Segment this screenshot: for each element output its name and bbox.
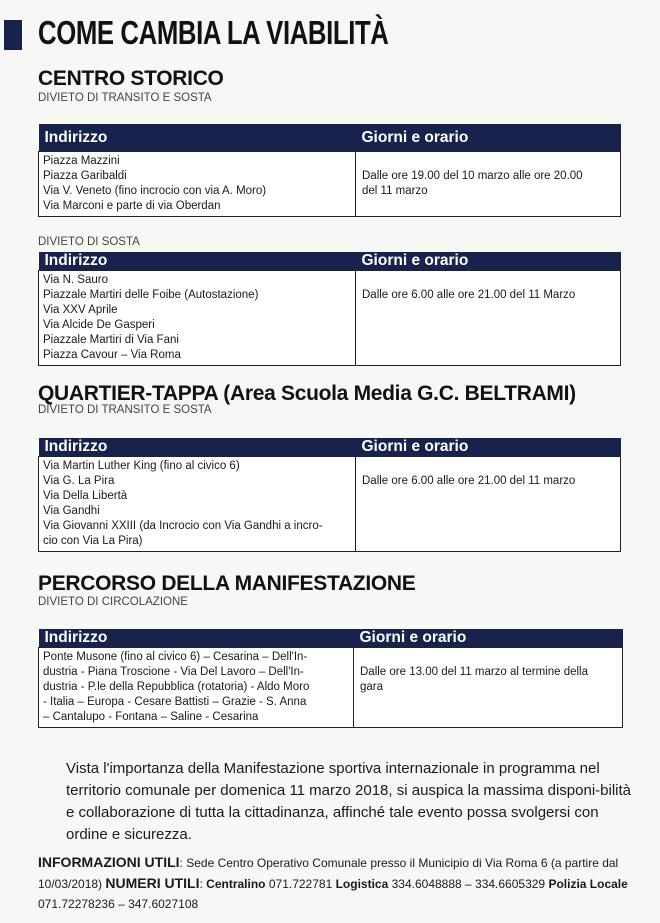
address-line: Via XXV Aprile bbox=[43, 304, 118, 316]
address-cell bbox=[39, 648, 354, 728]
section-subheading: DIVIETO DI SOSTA bbox=[38, 236, 140, 248]
schedule-cell bbox=[356, 457, 621, 552]
schedule-line: gara bbox=[360, 681, 384, 693]
header-address: Indirizzo bbox=[39, 252, 356, 271]
address-line: Via Gandhi bbox=[43, 505, 100, 517]
logistica-numbers: 334.6048888 – 334.6605329 bbox=[388, 877, 549, 891]
table-row bbox=[39, 152, 621, 217]
schedule-line: Dalle ore 6.00 alle ore 21.00 del 11 marzo bbox=[362, 475, 576, 487]
schedule-line: del 11 marzo bbox=[362, 185, 428, 197]
address-line: Piazza Mazzini bbox=[43, 155, 120, 167]
address-line: Via G. La Pira bbox=[43, 475, 115, 487]
address-line: dustria - P.le della Repubblica (rotatoria) - Aldo Moro bbox=[43, 681, 310, 693]
traffic-table-quartier-tappa bbox=[38, 438, 621, 552]
address-line: – Cantalupo - Fontana – Saline - Cesarina bbox=[43, 711, 259, 723]
address-line: Piazza Cavour – Via Roma bbox=[43, 349, 181, 361]
section-subheading: DIVIETO DI TRANSITO E SOSTA bbox=[38, 404, 212, 416]
header-schedule: Giorni e orario bbox=[356, 252, 621, 271]
table-row bbox=[39, 271, 621, 366]
page-title: COME CAMBIA LA VIABILITÀ bbox=[38, 14, 389, 51]
address-line: Via N. Sauro bbox=[43, 274, 108, 286]
header-schedule: Giorni e orario bbox=[356, 438, 621, 457]
header-address: Indirizzo bbox=[39, 438, 356, 457]
useful-info bbox=[38, 852, 628, 914]
section-heading-percorso: PERCORSO DELLA MANIFESTAZIONE bbox=[38, 572, 416, 595]
closing-paragraph: Vista l'importanza della Manifestazione sportiva internazionale in programma nel territorio comunale per domenica 11 marzo 2018, si auspica la massima disponi-bilità e collaborazione di tutta la cittadinanza, affinché tale evento possa svolgersi con ordine e sicurezza. bbox=[66, 760, 631, 843]
section-heading-quartier-tappa: QUARTIER-TAPPA (Area Scuola Media G.C. BELTRAMI) bbox=[38, 382, 576, 405]
table-row bbox=[39, 457, 621, 552]
section-subheading: DIVIETO DI CIRCOLAZIONE bbox=[38, 596, 188, 608]
address-line: Via Giovanni XXIII (da Incrocio con Via Gandhi a incro- bbox=[43, 520, 323, 532]
header-schedule: Giorni e orario bbox=[354, 629, 623, 648]
address-line: Via Marconi e parte di via Oberdan bbox=[43, 200, 221, 212]
table-row bbox=[39, 648, 623, 728]
schedule-cell bbox=[356, 271, 621, 366]
title-accent-bar bbox=[4, 20, 22, 50]
separator: : bbox=[199, 877, 207, 891]
schedule-line: Dalle ore 13.00 del 11 marzo al termine della bbox=[360, 666, 588, 678]
address-cell bbox=[39, 271, 356, 366]
logistica-label: Logistica bbox=[335, 877, 389, 891]
header-address: Indirizzo bbox=[39, 629, 354, 648]
address-line: cio con Via La Pira) bbox=[43, 535, 143, 547]
address-line: Via Alcide De Gasperi bbox=[43, 319, 155, 331]
info-text: : Sede Centro Operativo Comunale presso il Municipio di Via Roma 6 (a partire dal 10/03/2018) bbox=[38, 856, 619, 891]
schedule-cell bbox=[354, 648, 623, 728]
traffic-table-divieto-sosta bbox=[38, 252, 621, 366]
address-line: Piazzale Martiri delle Foibe (Autostazione) bbox=[43, 289, 259, 301]
address-line: Piazzale Martiri di Via Fani bbox=[43, 334, 179, 346]
polizia-numbers: 071.72278236 – 347.6027108 bbox=[38, 897, 199, 911]
header-schedule: Giorni e orario bbox=[356, 124, 621, 152]
centralino-label: Centralino bbox=[206, 877, 266, 891]
centralino-number: 071.722781 bbox=[265, 877, 336, 891]
address-cell bbox=[39, 457, 356, 552]
address-line: Via Martin Luther King (fino al civico 6) bbox=[43, 460, 240, 472]
numbers-label: NUMERI UTILI bbox=[105, 875, 200, 891]
traffic-table-centro-storico bbox=[38, 124, 621, 217]
section-subheading: DIVIETO DI TRANSITO E SOSTA bbox=[38, 92, 212, 104]
header-address: Indirizzo bbox=[39, 124, 356, 152]
traffic-table-percorso bbox=[38, 629, 623, 728]
section-heading-centro-storico: CENTRO STORICO bbox=[38, 67, 224, 90]
schedule-line: Dalle ore 6.00 alle ore 21.00 del 11 Marzo bbox=[362, 289, 576, 301]
info-label: INFORMAZIONI UTILI bbox=[38, 854, 180, 870]
address-line: - Italia – Europa - Cesare Battisti – Grazie - S. Anna bbox=[43, 696, 307, 708]
schedule-line: Dalle ore 19.00 del 10 marzo alle ore 20.00 bbox=[362, 170, 583, 182]
address-cell bbox=[39, 152, 356, 217]
address-line: Piazza Garibaldi bbox=[43, 170, 127, 182]
address-line: Via V. Veneto (fino incrocio con via A. Moro) bbox=[43, 185, 267, 197]
polizia-label: Polizia Locale bbox=[548, 877, 628, 891]
address-line: Via Della Libertà bbox=[43, 490, 128, 502]
address-line: Ponte Musone (fino al civico 6) – Cesarina – Dell'In- bbox=[43, 651, 308, 663]
schedule-cell bbox=[356, 152, 621, 217]
address-line: dustria - Piana Troscione - Via Del Lavoro – Dell'In- bbox=[43, 666, 304, 678]
